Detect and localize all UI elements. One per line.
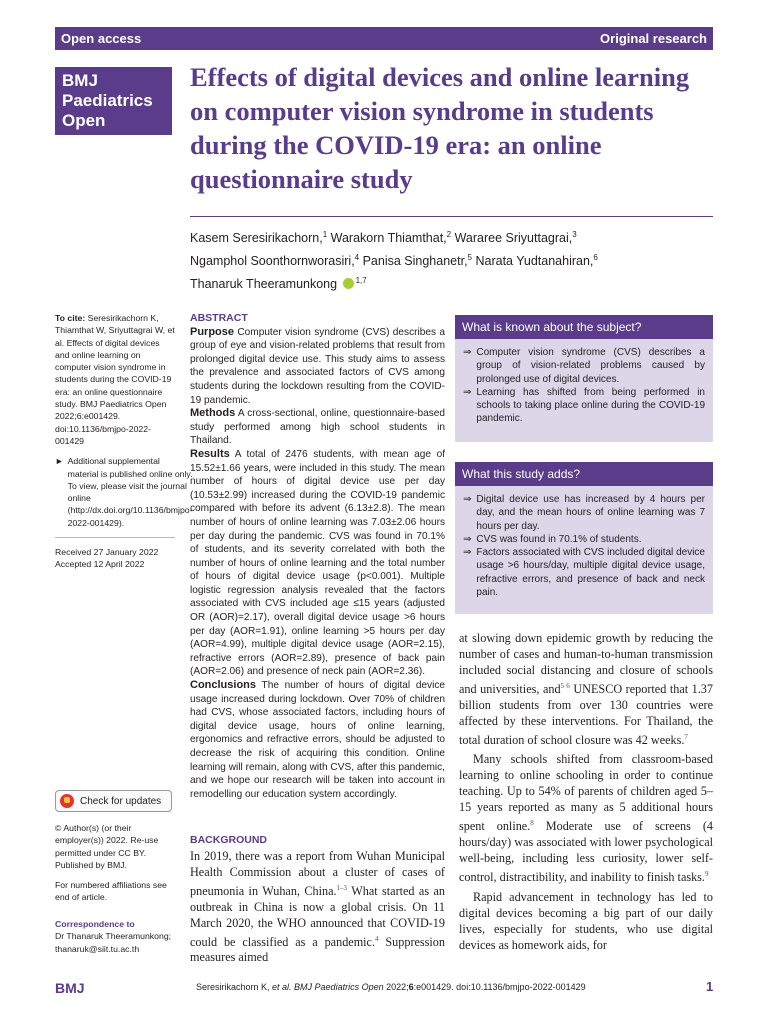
reference-link[interactable]: 8 — [530, 819, 534, 828]
check-updates-label: Check for updates — [80, 795, 162, 807]
author-name[interactable]: Narata Yudtanahiran, — [472, 254, 594, 269]
background-heading: BACKGROUND — [190, 834, 267, 846]
article-type-label: Original research — [600, 31, 707, 46]
conclusions-label: Conclusions — [190, 679, 257, 692]
adds-box — [455, 462, 713, 614]
footer-citation-part: 6 — [408, 982, 414, 992]
methods-text: A cross-sectional, online, questionnaire-based study performed among high school students in Thailand. — [190, 408, 445, 447]
purpose-label: Purpose — [190, 325, 235, 338]
paragraph-text: Moderate use of screens (4 hours/day) was associated with lower psychological well-being, including less curiosity, lower self-control, distractibility, and inability to finish tasks. — [459, 819, 713, 884]
correspondence-block — [55, 918, 175, 955]
title-divider — [190, 216, 713, 217]
author-name[interactable]: Thanaruk Theeramunkong — [190, 277, 338, 292]
reference-link[interactable]: 9 — [704, 869, 709, 878]
conclusions-text: The number of hours of digital device usage increased during lockdown. Over 70% of children had CVS, whose associated factors, including hours of digital device usage, hours of online learning, ergonomics and refractive errors, should be adjusted to decrease the risk of acquiring this condition. Online learning will remain, along with CVS, after this pandemic, and we hope our research will be taken into account in remodelling our education system accordingly. — [190, 680, 445, 800]
list-item-text: Computer vision syndrome (CVS) describes a group of vision-related problems caused by prolonged use of digital devices. — [476, 347, 705, 385]
background-section — [190, 833, 445, 966]
paragraph-text: In 2019, there was a report from Wuhan Municipal Health Commission about a cluster of cases of pneumonia in Wuhan, China. — [190, 848, 445, 898]
list-item-text: Factors associated with CVS included digital device usage >6 hours/day, multiple digital device usage, refractive errors, and presence of back and neck pain. — [476, 547, 705, 599]
affiliation-marker: 4 — [354, 253, 360, 263]
list-item — [463, 533, 705, 546]
supplemental-note — [55, 455, 193, 529]
arrow-icon: ⇒ — [463, 547, 472, 559]
affiliation-marker: 6 — [593, 253, 598, 263]
reference-link[interactable]: 7 — [684, 732, 688, 741]
methods-label: Methods — [190, 407, 236, 420]
abstract-conclusions — [190, 679, 445, 801]
sidebar-info — [55, 312, 193, 571]
reference-link[interactable]: 4 — [375, 934, 379, 943]
affiliation-marker: 3 — [572, 230, 577, 239]
article-title: Effects of digital devices and online learning on computer vision syndrome in students during the COVID-19 era: an online questionnaire study — [190, 62, 690, 194]
sidebar-divider — [55, 537, 175, 538]
supplemental-text[interactable]: Additional supplemental material is published online only. To view, please visit the journal online (http://dx.doi.org/10.1136/bmjpo-2022-001429). — [67, 456, 193, 528]
paragraph-text: Suppression measures aimed — [190, 934, 445, 965]
list-item-text: CVS was found in 70.1% of students. — [476, 533, 642, 545]
body-paragraph — [190, 849, 445, 966]
affiliation-marker: 1,7 — [355, 276, 367, 286]
correspondence-name: Dr Thanaruk Theeramunkong; — [55, 931, 172, 942]
open-access-label: Open access — [61, 31, 142, 46]
footer-citation-part: 2022; — [383, 982, 409, 992]
paragraph-text: What started as an outbreak in China is now a global crisis. On 11 March 2020, the WHO announced that COVID-19 could be classified as a pandemic. — [190, 883, 445, 949]
author-name[interactable]: Kasem Seresirikachorn, — [190, 231, 323, 246]
abstract-results — [190, 448, 445, 679]
footer-citation-part: et al — [272, 982, 290, 992]
footer-citation-part: :e001429. doi:10.1136/bmjpo-2022-001429 — [413, 982, 586, 992]
footer-citation — [196, 982, 586, 992]
list-item — [463, 493, 705, 533]
bmj-footer-logo: BMJ — [55, 980, 85, 996]
results-text: A total of 2476 students, with mean age of 15.52±1.66 years, were included in this study. The mean number of hours of digital device use per day (10.53±2.99) increased during the COVID-19 pandemic compared with before its advent (6.13±2.8). The mean number of hours of online learning was 7.03±2.06 hours per day during the pandemic. CVS was found in 70.1% of students, and its severity correlated with both the number of hours of online learning and the total number of hours of digital device usage (p<0.001). Multiple logistic regression analysis revealed that the factors associated with CVS included age ≤15 years (adjusted OR (AOR)=2.17), overall digital device usage >6 hours per day (AOR=1.91), online learning >5 hours per day (AOR=4.99), multiple digital device usage (AOR=2.15), refractive errors (AOR=2.89), presence of back pain (AOR=2.06) and presence of neck pain (AOR=2.36). — [190, 448, 445, 678]
known-box-heading: What is known about the subject? — [455, 315, 713, 339]
citation-block — [55, 312, 175, 447]
header-bar — [55, 27, 713, 50]
bullet-icon: ► — [55, 456, 64, 467]
arrow-icon: ⇒ — [463, 347, 472, 358]
results-label: Results — [190, 447, 230, 460]
body-paragraph — [459, 631, 713, 748]
author-name[interactable]: Ngamphol Soonthornworasiri, — [190, 254, 355, 269]
list-item — [463, 346, 705, 386]
author-name[interactable]: Panisa Singhanetr, — [359, 254, 468, 269]
received-date: Received 27 January 2022 — [55, 547, 159, 558]
affiliations-note: For numbered affiliations see end of article. — [55, 880, 167, 903]
copyright-text: © Author(s) (or their employer(s)) 2022. Re-use permitted under CC BY. Published by BMJ. — [55, 823, 159, 870]
logo-line-2: Paediatrics — [62, 91, 153, 110]
journal-logo — [55, 67, 172, 135]
abstract — [190, 312, 445, 801]
author-name[interactable]: Warakorn Thiamthat, — [327, 231, 447, 246]
list-item-text: Learning has shifted from being performed in schools to taking place online during the COVID-19 pandemic. — [476, 386, 705, 425]
page-number: 1 — [706, 979, 714, 994]
abstract-methods — [190, 407, 445, 448]
correspondence-email[interactable]: thanaruk@siit.tu.ac.th — [55, 943, 140, 954]
correspondence-heading: Correspondence to — [55, 919, 135, 929]
reference-link[interactable]: 5 6 — [560, 681, 570, 690]
affiliation-marker: 2 — [446, 230, 452, 239]
accepted-date: Accepted 12 April 2022 — [55, 559, 145, 570]
cite-label: To cite: — [55, 313, 86, 323]
logo-line-1: BMJ — [62, 71, 98, 90]
footer-citation-part: Seresirikachorn K, — [196, 982, 273, 992]
reference-link[interactable]: 1–3 — [336, 883, 348, 892]
cite-text: Seresirikachorn K, Thiamthat W, Sriyuttagrai W, et al. Effects of digital devices and online learning on computer vision syndrome in students during the COVID-19 era: an online questionnaire study. BMJ Paediatrics Open 2022;6:e001429. doi:10.1136/bmjpo-2022-001429 — [55, 313, 175, 446]
abstract-heading: ABSTRACT — [190, 312, 248, 324]
arrow-icon: ⇒ — [463, 494, 472, 505]
list-item — [463, 386, 705, 426]
affiliation-marker: 1 — [322, 230, 328, 239]
arrow-icon: ⇒ — [463, 533, 472, 545]
copyright-block — [55, 822, 175, 912]
known-list — [455, 339, 713, 434]
right-body-text — [459, 631, 713, 953]
adds-list — [455, 486, 713, 607]
affiliation-marker: 5 — [467, 253, 472, 263]
author-name[interactable]: Wararee Sriyuttagrai, — [451, 231, 573, 246]
footer-citation-part: . BMJ Paediatrics Open — [289, 982, 384, 992]
body-paragraph: Rapid advancement in technology has led to digital devices becoming a big part of our daily lives, especially for students, who use digital devices as homework aids, for — [459, 889, 713, 952]
paragraph-text: at slowing down epidemic growth by reducing the number of cases and human-to-human transmission included social distancing and closure of schools and universities, and — [459, 631, 713, 696]
paragraph-text: UNESCO reported that 1.37 billion students from over 130 countries were affected by these interventions. For Thailand, the total duration of school closure was 42 weeks. — [459, 681, 713, 747]
author-list — [190, 225, 710, 294]
list-item — [463, 546, 705, 599]
body-paragraph — [459, 752, 713, 885]
crossmark-icon — [60, 794, 74, 808]
known-box — [455, 315, 713, 442]
arrow-icon: ⇒ — [463, 386, 472, 398]
orcid-icon[interactable] — [343, 278, 354, 289]
purpose-text: Computer vision syndrome (CVS) describes a group of eye and vision-related problems that result from prolonged digital device use. This study aims to assess the prevalence and associated factors of CVS among students during the lockdown resulting from the COVID-19 pandemic. — [190, 326, 445, 406]
check-updates-button[interactable] — [55, 790, 172, 812]
list-item-text: Digital device use has increased by 4 hours per day, and the mean hours of online learning was 7 hours per day. — [476, 494, 705, 532]
paragraph-text: Many schools shifted from classroom-based learning to online schooling in order to continue teaching. Up to 54% of parents of children aged 5–15 years reported as many as 5 additional hours spent online. — [459, 752, 713, 834]
adds-box-heading: What this study adds? — [455, 462, 713, 486]
abstract-purpose — [190, 326, 445, 408]
logo-line-3: Open — [62, 111, 106, 130]
